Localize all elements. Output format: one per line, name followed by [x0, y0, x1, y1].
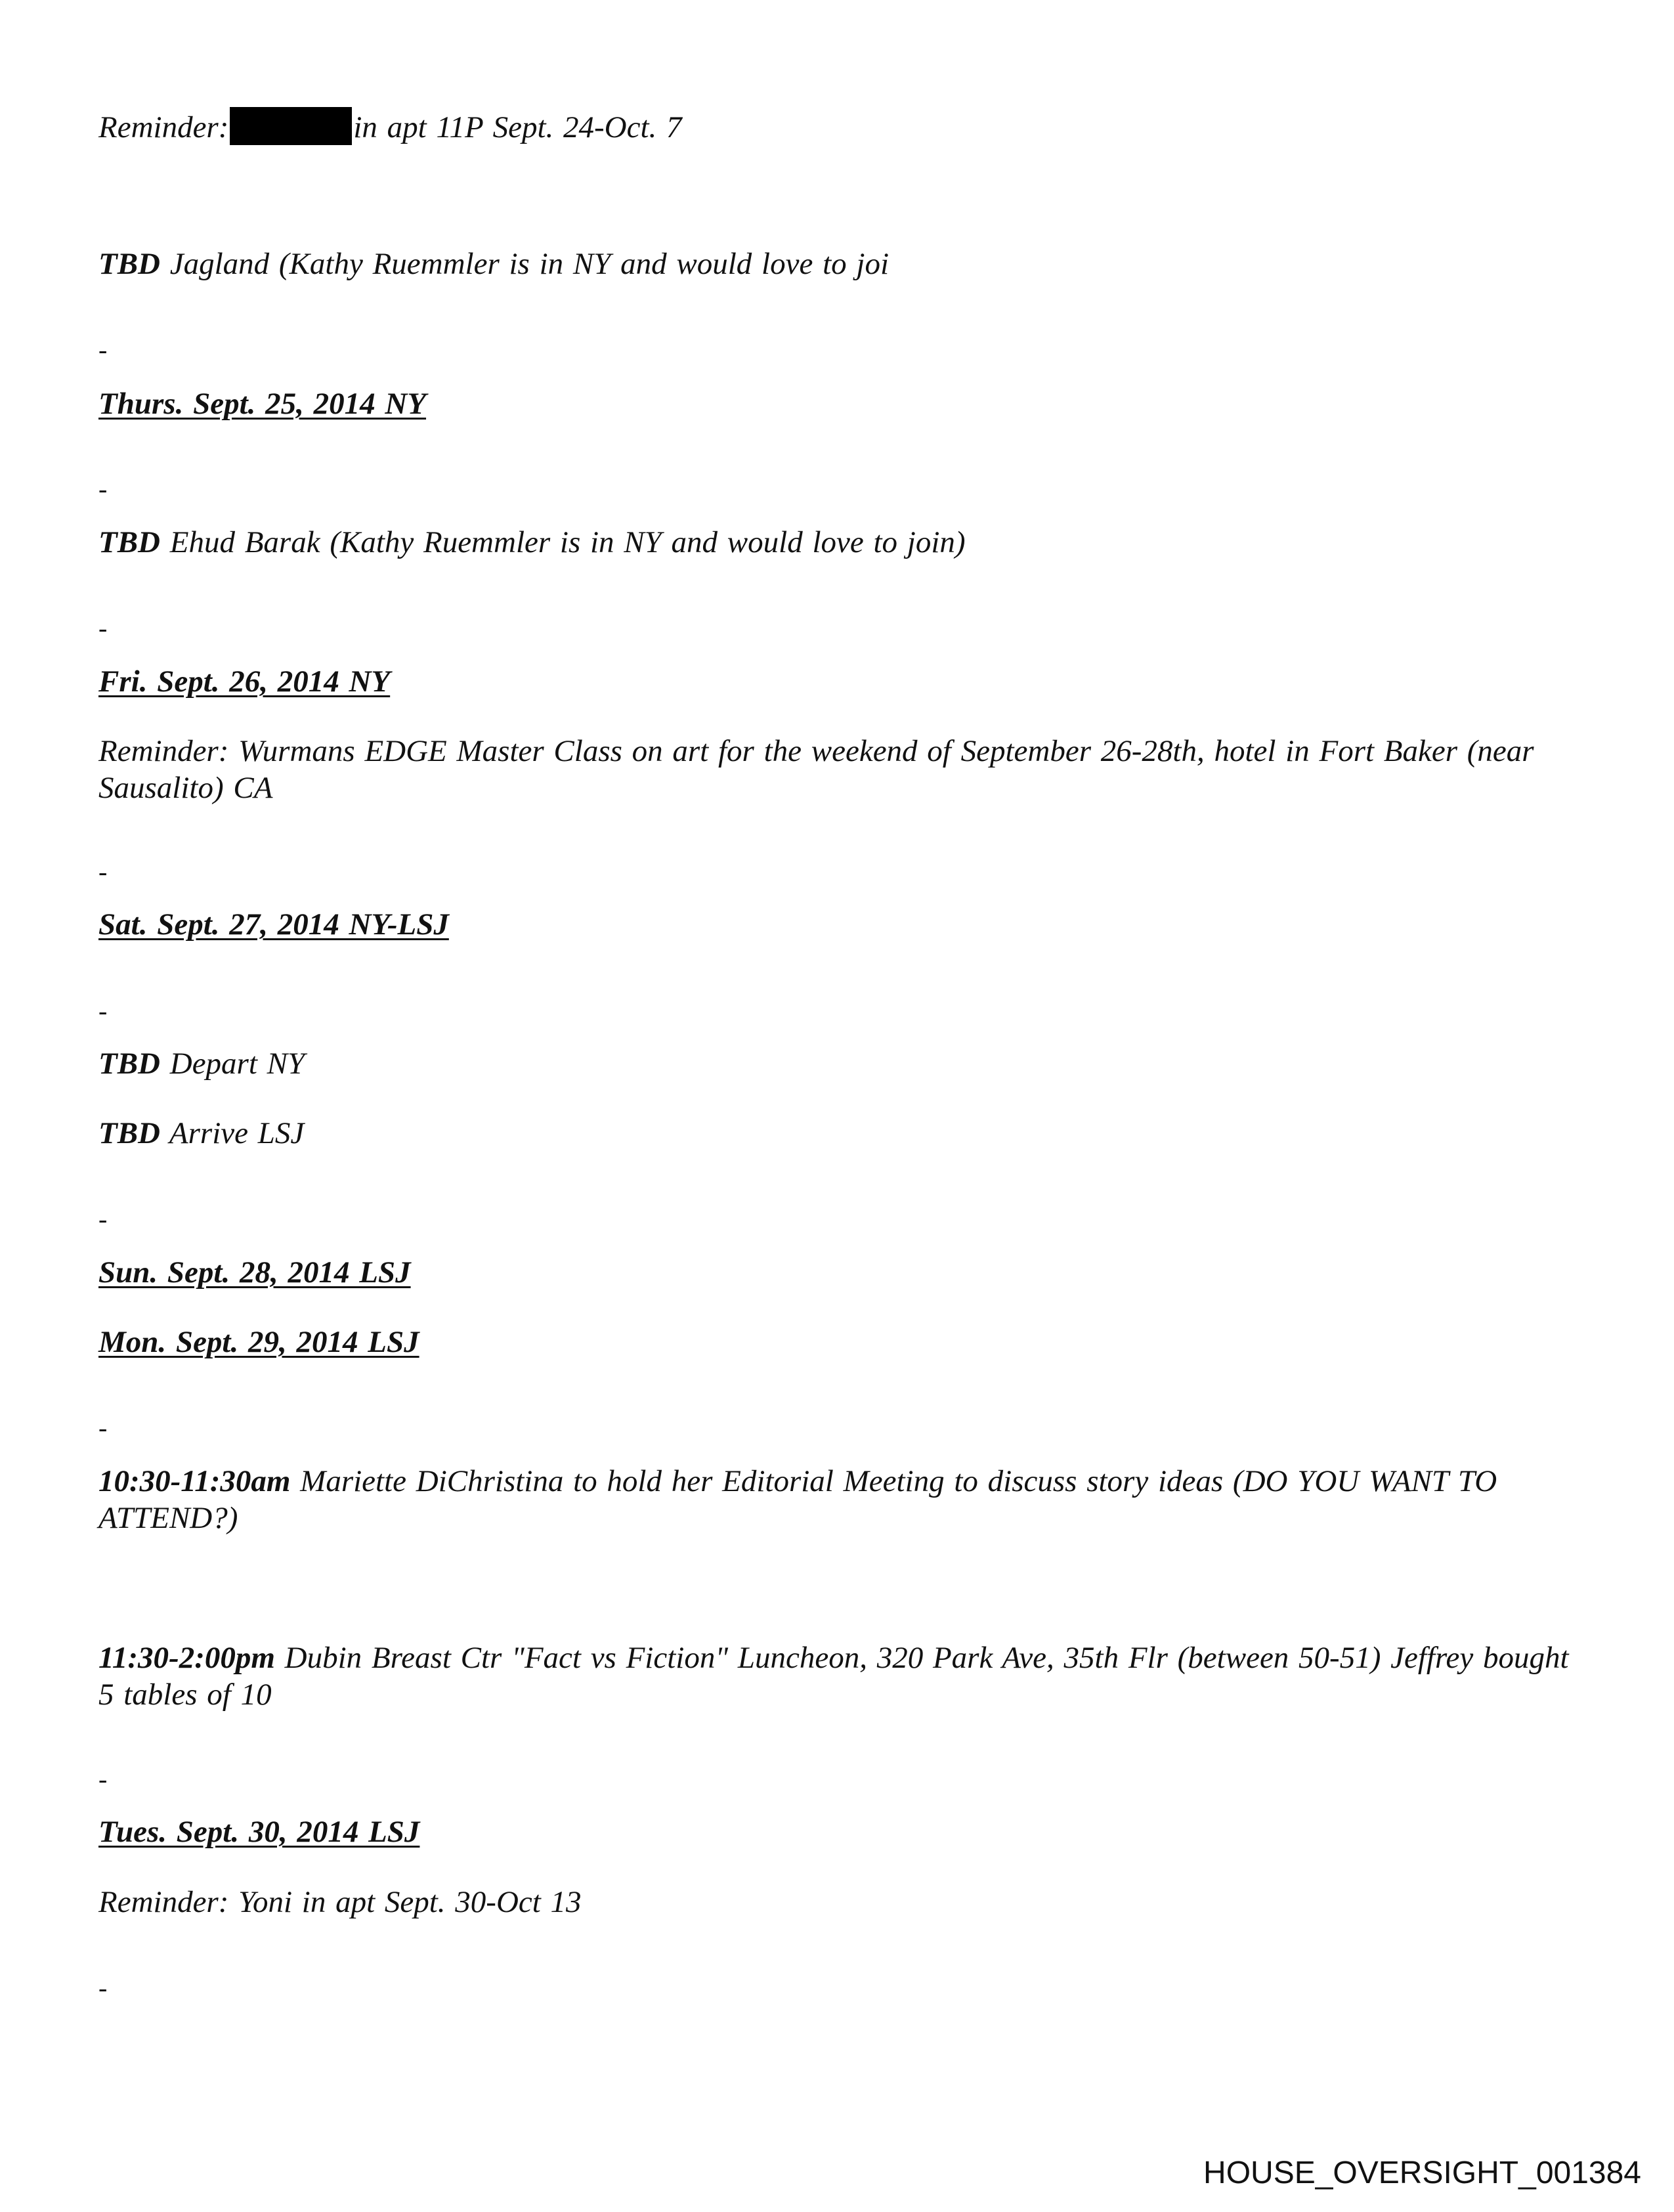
- tbd-arrive-text: Arrive LSJ: [160, 1116, 305, 1150]
- separator-dash: -: [98, 1413, 108, 1442]
- date-heading-fri-sept-26: Fri. Sept. 26, 2014 NY: [98, 664, 391, 699]
- editorial-time: 10:30-11:30am: [98, 1464, 291, 1498]
- tbd-barak-text: Ehud Barak (Kathy Ruemmler is in NY and would love to join): [160, 525, 966, 559]
- tbd-barak-line: [98, 524, 966, 561]
- separator-dash: -: [98, 613, 108, 643]
- tbd-label: TBD: [98, 1116, 160, 1150]
- reminder-apt-suffix: in apt 11P Sept. 24-Oct. 7: [353, 110, 682, 144]
- separator-dash: -: [98, 335, 108, 364]
- date-heading-tue-sept-30: Tues. Sept. 30, 2014 LSJ: [98, 1815, 420, 1849]
- editorial-meeting-line: [98, 1463, 1569, 1536]
- date-heading-thu-sept-25: Thurs. Sept. 25, 2014 NY: [98, 387, 427, 421]
- reminder-apt-prefix: Reminder:: [98, 110, 229, 144]
- redaction-block: [230, 107, 352, 145]
- date-heading-mon-sept-29: Mon. Sept. 29, 2014 LSJ: [98, 1325, 419, 1359]
- separator-dash: -: [98, 1764, 108, 1794]
- separator-dash: -: [98, 1973, 108, 2003]
- date-heading-sat-sept-27: Sat. Sept. 27, 2014 NY-LSJ: [98, 907, 449, 942]
- tbd-label: TBD: [98, 247, 160, 281]
- separator-dash: -: [98, 1204, 108, 1234]
- tbd-jagland-line: [98, 246, 889, 282]
- editorial-text: Mariette DiChristina to hold her Editorial Meeting to discuss story ideas (DO YOU WANT TO ATTEND?): [98, 1464, 1497, 1535]
- separator-dash: -: [98, 857, 108, 886]
- reminder-yoni-line: Reminder: Yoni in apt Sept. 30-Oct 13: [98, 1885, 582, 1919]
- separator-dash: -: [98, 996, 108, 1026]
- tbd-depart-text: Depart NY: [160, 1047, 305, 1081]
- separator-dash: -: [98, 474, 108, 504]
- tbd-label: TBD: [98, 525, 160, 559]
- date-heading-sun-sept-28: Sun. Sept. 28, 2014 LSJ: [98, 1255, 411, 1290]
- tbd-label: TBD: [98, 1047, 160, 1081]
- luncheon-time: 11:30-2:00pm: [98, 1641, 275, 1675]
- tbd-depart-line: [98, 1045, 305, 1082]
- reminder-wurmans-line: Reminder: Wurmans EDGE Master Class on art for the weekend of September 26-28th, hotel in Fort Baker (near Sausalito) CA: [98, 734, 1534, 805]
- luncheon-text: Dubin Breast Ctr "Fact vs Fiction" Luncheon, 320 Park Ave, 35th Flr (between 50-51) Jeffrey bought 5 tables of 10: [98, 1641, 1569, 1712]
- tbd-jagland-text: Jagland (Kathy Ruemmler is in NY and would love to joi: [160, 247, 890, 281]
- reminder-apt-line: [98, 107, 682, 146]
- bates-number: HOUSE_OVERSIGHT_001384: [1203, 2156, 1641, 2190]
- luncheon-line: [98, 1639, 1569, 1713]
- tbd-arrive-line: [98, 1115, 304, 1152]
